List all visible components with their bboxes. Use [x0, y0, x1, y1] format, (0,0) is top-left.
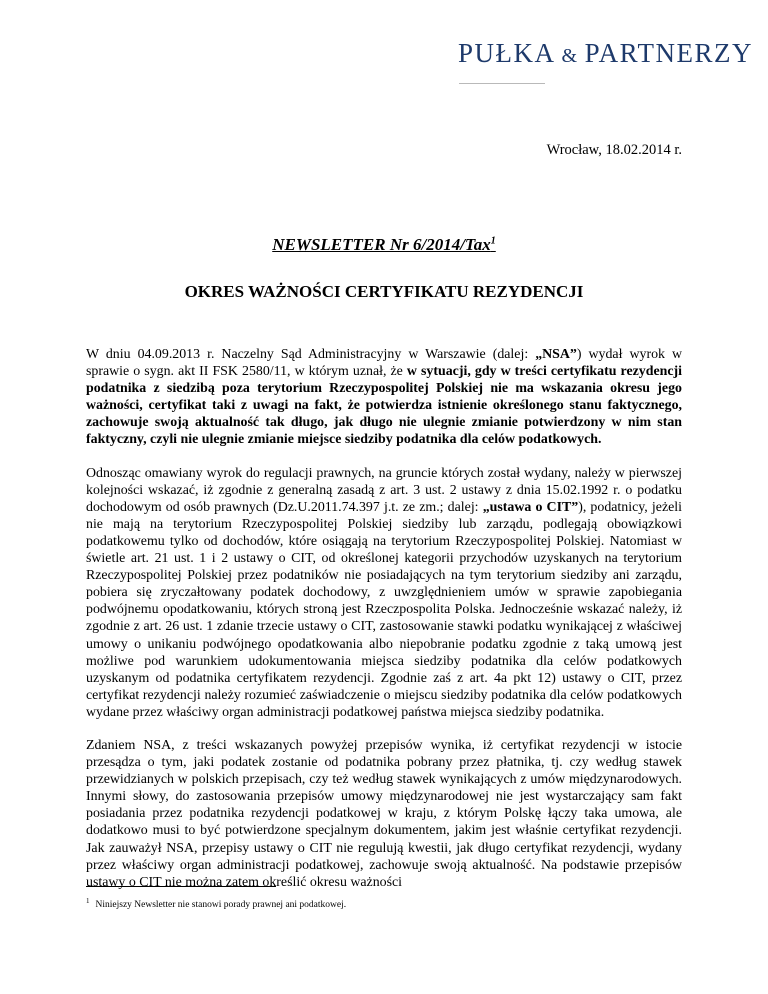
footnote-separator — [86, 886, 276, 887]
place-and-date: Wrocław, 18.02.2014 r. — [546, 142, 682, 158]
company-logo — [458, 38, 753, 69]
p2-text-1: Odnosząc omawiany wyrok do regulacji prawnych, na gruncie których został wydany, należy w pierwszej kolejności wskazać, iż zgodnie z generalną zasadą z art. 3 ust. 2 ustawy z dnia 15.02.1992 r. o podatku dochodowym od osób prawnych (Dz.U.2011.74.397 j.t. ze zm.; dalej: — [86, 465, 682, 515]
p1-bold-thesis: w sytuacji, gdy w treści certyfikatu rezydencji podatnika z siedzibą poza terytorium Rzeczypospolitej Polskiej nie ma wskazania okresu jego ważności, certyfikat taki z uwagi na fakt, że potwierdza istnienie określonego stanu faktycznego, zachowuje swoją aktualność tak długo, jak długo nie ulegnie zmianie potwierdzony w nim stan faktyczny, czyli nie ulegnie zmianie miejsce siedziby podatnika dla celów podatkowych. — [86, 364, 682, 448]
footnote-number: 1 — [86, 897, 90, 905]
paragraph-2 — [86, 465, 682, 721]
logo-name-right: PARTNERZY — [584, 38, 753, 68]
p1-text-1: W dniu 04.09.2013 r. Naczelny Sąd Administracyjny w Warszawie (dalej: — [86, 347, 536, 362]
p1-bold-nsa: „NSA” — [535, 347, 577, 362]
document-heading: OKRES WAŻNOŚCI CERTYFIKATU REZYDENCJI — [184, 282, 584, 301]
logo-name-left: PUŁKA — [458, 38, 556, 68]
footnote-reference: 1 — [490, 235, 496, 247]
p1-text-2: ) wydał wyrok w sprawie o sygn. akt II FSK 2580/11, w którym uznał, że — [86, 347, 682, 380]
footnote — [86, 897, 346, 910]
p2-bold-cit: „ustawa o CIT” — [482, 499, 579, 515]
logo-underline — [459, 83, 545, 84]
newsletter-title — [0, 235, 768, 255]
paragraph-1 — [86, 346, 682, 449]
document-body — [86, 346, 682, 907]
logo-ampersand: & — [561, 45, 579, 67]
footnote-text: Niniejszy Newsletter nie stanowi porady prawnej ani podatkowej. — [95, 900, 347, 911]
p2-text-2: ), podatnicy, jeżeli nie mają na terytorium Rzeczypospolitej Polskiej siedziby lub zarządu, podlegają obowiązkowi podatkowemu tylko od dochodów, które osiągają na terytorium Rzeczypospolitej Polskiej. Natomiast w świetle art. 21 ust. 1 i 2 ustawy o CIT, od określonej kategorii przychodów uzyskanych na terytorium Rzeczypospolitej Polskiej przez podatników nie posiadających na tym terytorium siedziby ani zarządu, pobiera się zryczałtowany podatek dochodowy, z uwzględnieniem umów w sprawie zapobiegania podwójnemu opodatkowaniu, których stroną jest Rzeczpospolita Polska. Jednocześnie wskazać należy, iż zgodnie z art. 26 ust. 1 zdanie trzecie ustawy o CIT, zastosowanie stawki podatku wynikającej z właściwej umowy o unikaniu podwójnego opodatkowania albo niepobranie podatku zgodnie z taką umową jest możliwe pod warunkiem udokumentowania miejsca siedziby podatnika dla celów podatkowych uzyskanym od podatnika certyfikatem rezydencji. Zgodnie zaś z art. 4a pkt 12) ustawy o CIT, przez certyfikat rezydencji należy rozumieć zaświadczenie o miejscu siedziby podatnika dla celów podatkowych wydane przez właściwy organ administracji podatkowej państwa miejsca siedziby podatnika. — [86, 499, 682, 720]
newsletter-number: NEWSLETTER Nr 6/2014/Tax — [272, 235, 491, 254]
paragraph-3: Zdaniem NSA, z treści wskazanych powyżej przepisów wynika, iż certyfikat rezydencji w istocie przesądza o tym, jaki podatek zostanie od podatnika pobrany przez płatnika, tj. czy według stawek przewidzianych w polskich przepisach, czy też według stawek wynikających z umów międzynarodowych. Innymi słowy, do zastosowania przepisów umowy międzynarodowej nie jest wystarczający sam fakt posiadania przez podatnika rezydencji podatkowej w kraju, z którym Polskę łączy taka umowa, ale dodatkowo musi to być potwierdzone specjalnym dokumentem, jakim jest właśnie certyfikat rezydencji. Jak zauważył NSA, przepisy ustawy o CIT nie regulują kwestii, jak długo certyfikat rezydencji, wydany przez właściwy organ administracji podatkowej, zachowuje swoją aktualność. Na podstawie przepisów ustawy o CIT nie można zatem określić okresu ważności — [86, 737, 682, 890]
